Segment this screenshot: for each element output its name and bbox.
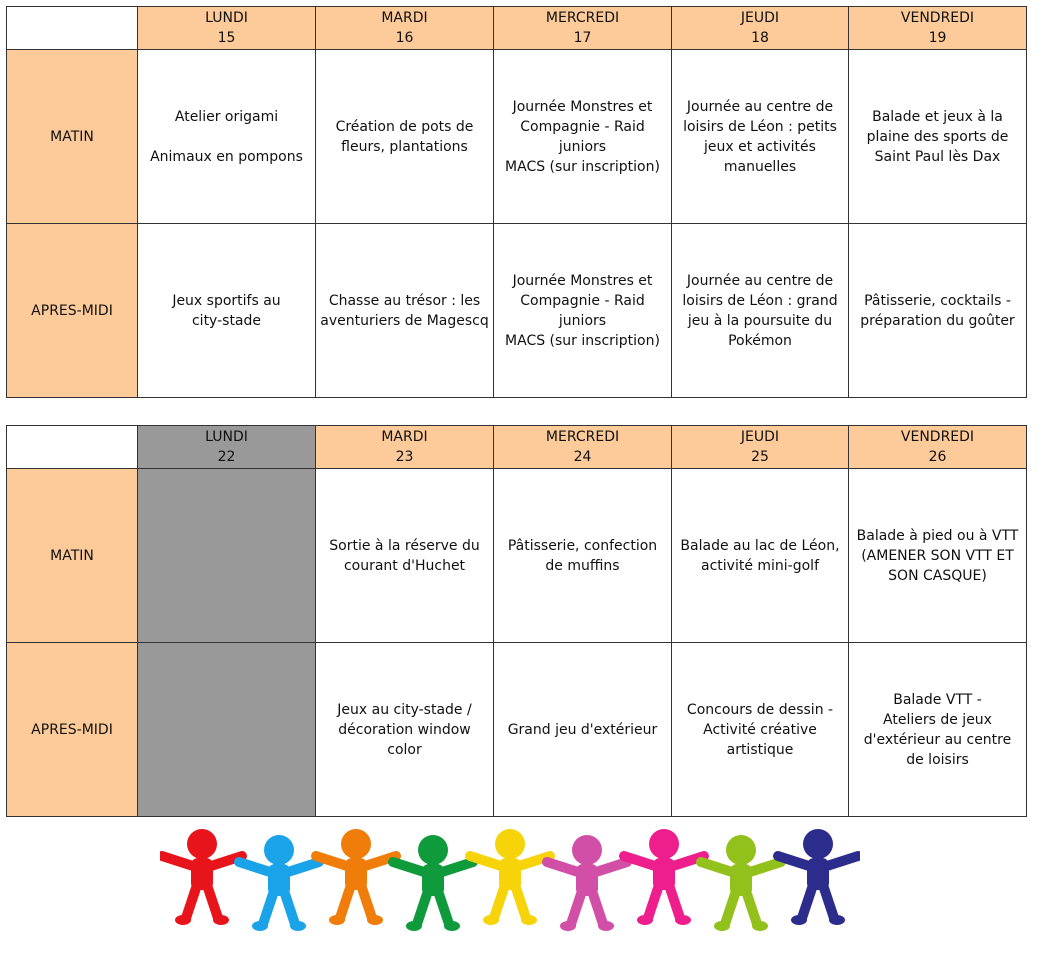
slot-label: MATIN — [7, 50, 138, 224]
day-header-mardi — [316, 426, 494, 469]
slot-row-apres-midi — [7, 224, 1027, 398]
day-header-jeudi — [672, 426, 849, 469]
activity-cell — [672, 224, 849, 398]
activity-text: Balade VTT - — [893, 691, 982, 708]
day-header-mardi — [316, 7, 494, 50]
activity-text: (AMENER SON VTT ET — [861, 547, 1014, 564]
activity-text: Compagnie - Raid juniors — [520, 292, 645, 329]
activity-text: Balade au lac de Léon, — [680, 537, 840, 554]
activity-text: artistique — [726, 741, 794, 758]
activity-text: SON CASQUE) — [888, 567, 987, 584]
activity-text: Saint Paul lès Dax — [874, 148, 1001, 165]
slot-label: APRES-MIDI — [7, 224, 138, 398]
activity-text: Journée Monstres et — [512, 98, 653, 115]
slot-label: MATIN — [7, 469, 138, 643]
activity-text: activité mini-golf — [701, 557, 819, 574]
day-number: 23 — [395, 449, 414, 465]
kid-silhouette-icon — [470, 829, 550, 925]
activity-text: Ateliers de jeux — [883, 711, 992, 728]
activity-cell — [849, 50, 1027, 224]
day-number: 18 — [751, 30, 769, 46]
day-name: MARDI — [381, 10, 428, 26]
activity-text: Sortie à la réserve du — [329, 537, 480, 554]
day-name: MERCREDI — [545, 10, 620, 26]
activity-text: city-stade — [191, 312, 262, 329]
activity-text: fleurs, plantations — [341, 138, 468, 155]
activity-text: Création de pots de — [335, 118, 474, 135]
activity-text: Grand jeu d'extérieur — [507, 721, 658, 738]
activity-cell — [849, 643, 1027, 817]
kid-silhouette-icon — [778, 829, 858, 925]
activity-cell — [849, 224, 1027, 398]
activity-text: Balade à pied ou à VTT — [856, 527, 1019, 544]
activity-cell — [494, 643, 672, 817]
day-header-lundi — [138, 7, 316, 50]
activity-text: décoration window color — [338, 721, 471, 758]
activity-cell — [672, 643, 849, 817]
activity-text: Journée Monstres et — [512, 272, 653, 289]
activity-text: Balade et jeux à la — [872, 108, 1003, 125]
activity-text: Atelier origami — [174, 108, 279, 125]
activity-cell — [849, 469, 1027, 643]
activity-text: plaine des sports de — [866, 128, 1009, 145]
day-name: VENDREDI — [900, 10, 975, 26]
activity-text: Journée au centre de — [686, 98, 834, 115]
day-header-vendredi — [849, 426, 1027, 469]
kid-silhouette-icon — [624, 829, 704, 925]
activity-cell — [494, 469, 672, 643]
activity-cell — [672, 50, 849, 224]
activity-text: MACS (sur inscription) — [505, 332, 660, 349]
activity-text: préparation du goûter — [860, 312, 1015, 329]
activity-text: Pokémon — [728, 332, 792, 349]
activity-text: loisirs de Léon : petits — [683, 118, 837, 135]
activity-text: jeu à la poursuite du — [687, 312, 833, 329]
slot-row-matin — [7, 469, 1027, 643]
day-header-vendredi — [849, 7, 1027, 50]
closed-cell — [138, 643, 316, 817]
activity-cell — [316, 224, 494, 398]
day-number: 26 — [928, 449, 947, 465]
day-name: JEUDI — [740, 429, 780, 445]
activity-text: courant d'Huchet — [343, 557, 466, 574]
slot-row-apres-midi — [7, 643, 1027, 817]
kids-illustration — [160, 826, 860, 934]
line-gap — [142, 127, 311, 147]
schedule-week-1 — [6, 6, 1027, 398]
day-name: MERCREDI — [545, 429, 620, 445]
header-row — [7, 7, 1027, 50]
activity-text: Pâtisserie, cocktails - — [864, 292, 1011, 309]
kid-silhouette-icon — [162, 829, 242, 925]
day-name: LUNDI — [205, 10, 248, 26]
schedule-week-2 — [6, 425, 1027, 817]
activity-text: Concours de dessin - — [686, 701, 834, 718]
activity-text: Jeux sportifs au — [172, 292, 281, 309]
slot-label: APRES-MIDI — [7, 643, 138, 817]
activity-text: Animaux en pompons — [150, 148, 303, 165]
activity-text: Activité créative — [703, 721, 817, 738]
activity-text: Compagnie - Raid juniors — [520, 118, 645, 155]
activity-cell — [138, 50, 316, 224]
activity-cell — [672, 469, 849, 643]
day-header-jeudi — [672, 7, 849, 50]
day-header-lundi — [138, 426, 316, 469]
activity-text: MACS (sur inscription) — [505, 158, 660, 175]
day-number: 25 — [751, 449, 769, 465]
day-name: LUNDI — [205, 429, 248, 445]
day-number: 17 — [573, 30, 592, 46]
day-number: 22 — [217, 449, 236, 465]
activity-text: manuelles — [723, 158, 797, 175]
activity-cell — [494, 50, 672, 224]
corner-cell — [7, 7, 138, 50]
day-name: VENDREDI — [900, 429, 975, 445]
activity-text: de muffins — [545, 557, 620, 574]
activity-cell — [138, 224, 316, 398]
kid-silhouette-icon — [393, 835, 473, 931]
header-row — [7, 426, 1027, 469]
corner-cell — [7, 426, 138, 469]
day-number: 24 — [573, 449, 592, 465]
activity-cell — [316, 469, 494, 643]
day-name: JEUDI — [740, 10, 780, 26]
closed-cell — [138, 469, 316, 643]
activity-text: jeux et activités — [704, 138, 816, 155]
activity-text: d'extérieur au centre — [863, 731, 1012, 748]
activity-cell — [494, 224, 672, 398]
day-number: 15 — [217, 30, 236, 46]
activity-text: de loisirs — [906, 751, 969, 768]
activity-cell — [316, 50, 494, 224]
kid-silhouette-icon — [316, 829, 396, 925]
kid-silhouette-icon — [701, 835, 781, 931]
day-name: MARDI — [381, 429, 428, 445]
day-number: 19 — [928, 30, 947, 46]
activity-text: Chasse au trésor : les — [328, 292, 481, 309]
day-number: 16 — [395, 30, 414, 46]
kid-silhouette-icon — [239, 835, 319, 931]
activity-text: Jeux au city-stade / — [337, 701, 472, 718]
activity-text: loisirs de Léon : grand — [682, 292, 838, 309]
activity-text: Pâtisserie, confection — [507, 537, 658, 554]
day-header-mercredi — [494, 7, 672, 50]
day-header-mercredi — [494, 426, 672, 469]
activity-cell — [316, 643, 494, 817]
slot-row-matin — [7, 50, 1027, 224]
kid-silhouette-icon — [547, 835, 627, 931]
activity-text: Journée au centre de — [686, 272, 834, 289]
activity-text: aventuriers de Magescq — [320, 312, 489, 329]
